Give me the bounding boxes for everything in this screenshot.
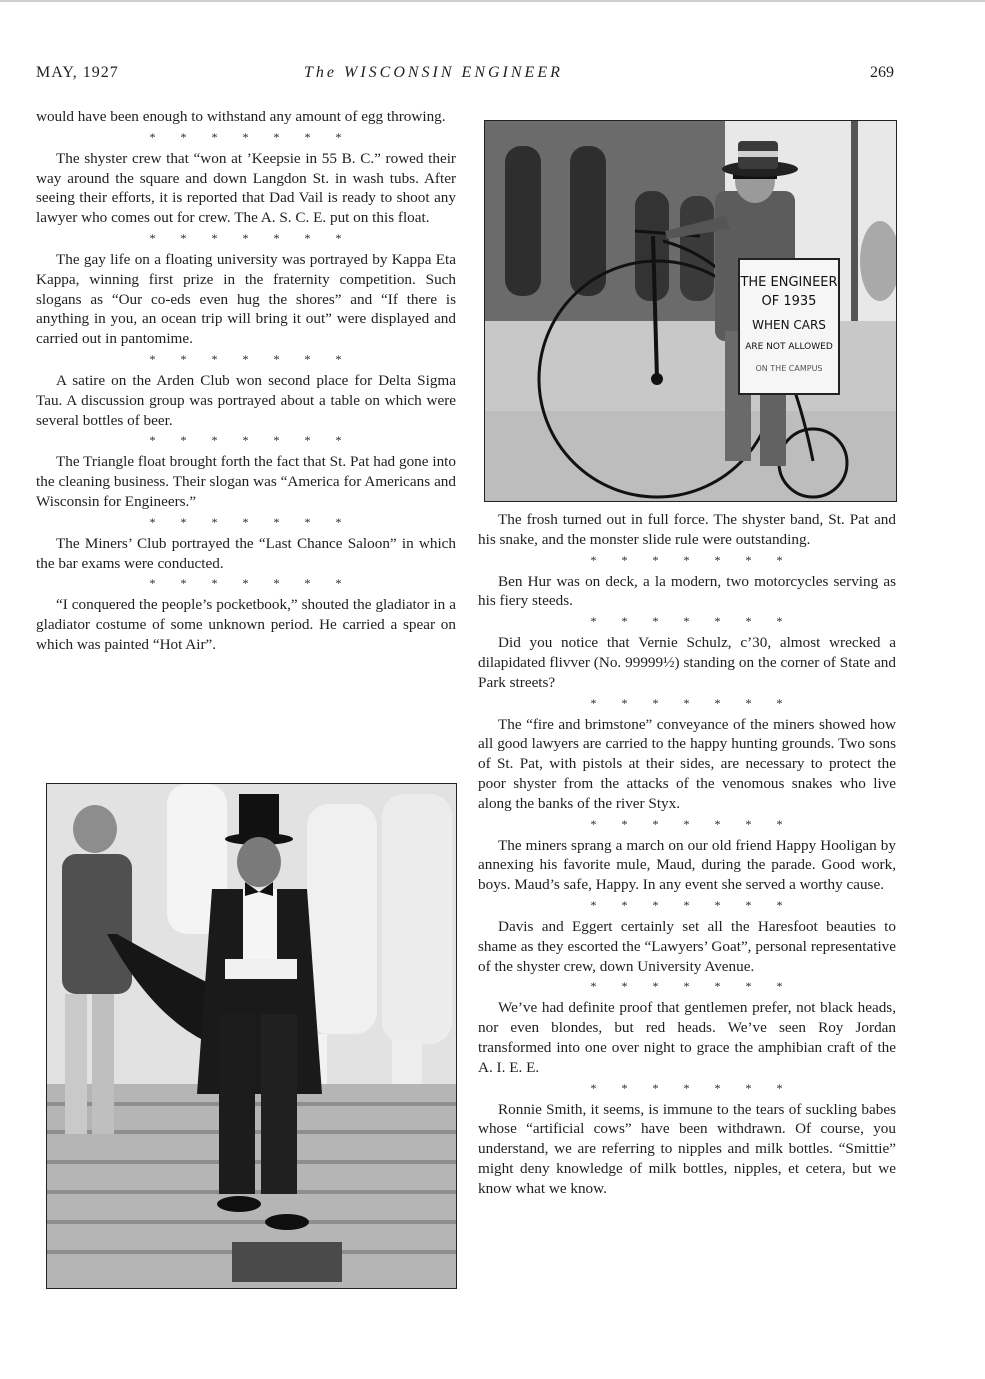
paragraph: Davis and Eggert certainly set all the Haresfoot beauties to shame as they escorted the “Lawyers’ Goat”, personal representative of the shyster crew, down University Avenue.: [478, 917, 896, 975]
page-number: 269: [870, 64, 894, 81]
sign-line-4: ARE NOT ALLOWED: [745, 342, 833, 352]
separator-stars: * * * * * * *: [149, 433, 353, 448]
paragraph: Ben Hur was on deck, a la modern, two motorcycles serving as his fiery steeds.: [478, 572, 896, 610]
separator-stars: * * * * * * *: [590, 614, 794, 629]
paragraph: The gay life on a floating university was portrayed by Kappa Eta Kappa, winning first prize in the fraternity competition. Such slogans as “Our co-eds even hug the shores” and “If there is anything in you, an ocean trip will bring it out” were displayed and carried out in pantomime.: [36, 250, 456, 348]
paragraph: The shyster crew that “won at ’Keepsie in 55 B. C.” rowed their way around the square and down Langdon St. in wash tubs. After seeing their efforts, it is reported that Dad Vail is ready to shoot any lawyer who comes out for crew. The A. S. C. E. put on this float.: [36, 149, 456, 227]
paragraph: The frosh turned out in full force. The shyster band, St. Pat and his snake, and the monster slide rule were outstanding.: [478, 511, 896, 548]
paragraph: The Triangle float brought forth the fact that St. Pat had gone into the cleaning business. Their slogan was “America for Americans and Wisconsin for Engineers.”: [36, 453, 456, 510]
sign-line-3: WHEN CARS: [752, 318, 826, 332]
paragraph: We’ve had definite proof that gentlemen prefer, not black heads, nor even blondes, but red heads. We’ve seen Roy Jordan transformed into one over night to grace the amphibian craft of the A. I. E. E.: [478, 999, 896, 1076]
sign-line-5: ON THE CAMPUS: [755, 364, 823, 373]
separator-stars: * * * * * * *: [149, 129, 353, 144]
paragraph: Did you notice that Vernie Schulz, c’30, almost wrecked a dilapidated flivver (No. 99999½) standing on the corner of State and Park streets?: [478, 634, 896, 691]
separator-stars: * * * * * * *: [590, 552, 794, 567]
sign-line-1: THE ENGINEER: [740, 275, 838, 290]
paragraph: The miners sprang a march on our old friend Happy Hooligan by annexing his favorite mule, Maud, during the parade. Good work, boys. Maud’s safe, Happy. In any event she served a worthy cause.: [478, 836, 896, 894]
separator-stars: * * * * * * *: [590, 979, 794, 994]
separator-stars: * * * * * * *: [590, 816, 794, 831]
photo-top-hat-costume: [46, 783, 457, 1289]
paragraph: The “fire and brimstone” conveyance of the miners showed how all good lawyers are carried to the happy hunting grounds. Two sons of St. Pat, with pistols at their sides, are necessary to protect the poor shyster from the attacks of the venomous snakes who live along the banks of the river Styx.: [478, 715, 896, 812]
paragraph: The Miners’ Club portrayed the “Last Chance Saloon” in which the bar exams were conducted.: [36, 534, 456, 572]
journal-title: The WISCONSIN ENGINEER: [304, 64, 563, 81]
right-column: [478, 510, 896, 1199]
separator-stars: * * * * * * *: [149, 230, 353, 245]
separator-stars: * * * * * * *: [590, 695, 794, 710]
separator-stars: * * * * * * *: [149, 514, 353, 529]
paragraph: would have been enough to withstand any amount of egg throwing.: [36, 108, 446, 125]
top-edge-rule: [0, 0, 985, 2]
paragraph: A satire on the Arden Club won second place for Delta Sigma Tau. A discussion group was portrayed about a table on which were several bottles of beer.: [36, 371, 456, 429]
left-column: [36, 107, 456, 655]
sign-line-2: OF 1935: [761, 294, 817, 309]
paragraph: Ronnie Smith, it seems, is immune to the tears of suckling babes whose “artificial cows” have been withdrawn. Of course, you understand, we are referring to nipples and milk bottles. “Smittie” might deny knowledge of milk bottles, nipples, et cetera, but we know what we know.: [478, 1100, 896, 1197]
paragraph: “I conquered the people’s pocketbook,” shouted the gladiator in a gladiator costume of some unknown period. He carried a spear on which was painted “Hot Air”.: [36, 596, 456, 653]
issue-date: MAY, 1927: [36, 64, 119, 81]
separator-stars: * * * * * * *: [590, 1080, 794, 1095]
separator-stars: * * * * * * *: [590, 897, 794, 912]
separator-stars: * * * * * * *: [149, 576, 353, 591]
photo-highwheel-bicycle: [484, 120, 897, 502]
running-header: [36, 64, 894, 88]
separator-stars: * * * * * * *: [149, 351, 353, 366]
